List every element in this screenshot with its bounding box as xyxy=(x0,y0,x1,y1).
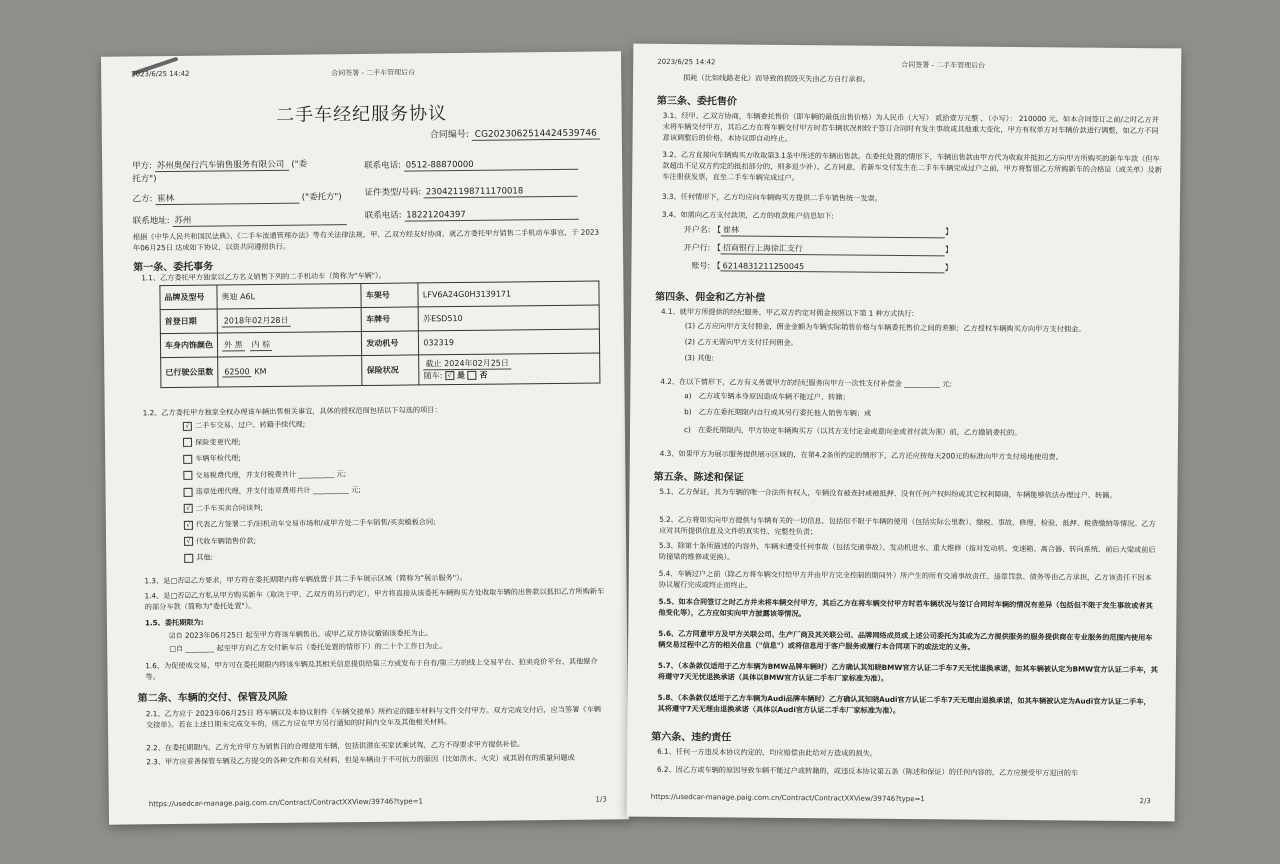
footer-url: https://usedcar-manage.paig.com.cn/Contract/ContractXXView/39746?type=1 xyxy=(650,792,925,804)
table-row xyxy=(161,353,600,388)
party-a-value: 苏州奥保行汽车销售服务有限公司 xyxy=(155,158,289,172)
mileage-number: 62500 xyxy=(222,367,252,377)
party-b-phone-value: 18221204397 xyxy=(404,209,578,222)
section-4-heading: 第四条、佣金和乙方补偿 xyxy=(655,291,766,304)
section-3-heading: 第三条、委托售价 xyxy=(656,95,737,108)
clause-1-6: 1.6、为促使成交易，甲方可在委托期限内将该车辆及其相关信息提供给第三方或发布于自有/第三方的线上交易平台、拍卖竞价平台、其他媒介等。 xyxy=(145,656,598,682)
clause-4-2-c: c) 在委托期限内，甲方协定车辆购买方（以其方支付定金或意向金或首付款为准）前，乙方撤销委托的。 xyxy=(683,425,1022,438)
plate-value: 苏ESD510 xyxy=(419,305,600,331)
address-label: 联系地址: xyxy=(132,216,170,227)
plate-label: 车牌号 xyxy=(362,307,419,332)
clause-6-1: 6.1、任何一方违反本协议约定的，均应赔偿由此给对方造成的损失。 xyxy=(657,746,878,758)
clause-5-8: 5.8、（本条款仅适用于乙方车辆为Audi品牌车辆时）乙方确认其知晓Audi官方认证二手车7天无理由退换承诺，如其车辆被认定为Audi官方认证二手车，其将遵守7天无理由退换承诺（具体以Audi官方认证二手车厂家标准为准）。 xyxy=(657,692,1151,715)
bank-name: 开户行: 【 招商银行上海徐汇支行 】 xyxy=(683,243,953,255)
no-label: 否 xyxy=(479,370,488,380)
clause-4-2-b: b) 乙方在委托期限内自行或其另行委托他人销售车辆；或 xyxy=(684,407,872,418)
id-value: 230421198711170018 xyxy=(424,186,578,199)
clause-4-1-option-3: (3) 其他: xyxy=(684,353,714,363)
engine-value: 032319 xyxy=(419,329,600,355)
clause-1-5a: ☑自 2023年06月25日 起至甲方将该车辆售出、或甲乙双方协议撤销该委托为止。 xyxy=(169,628,433,641)
contract-number-value: CG2023062514424539746 xyxy=(472,129,600,141)
account-name-value: 崔林 xyxy=(721,224,945,238)
option-label: 违章处理代理，并支付违章费用共计 __________ 元; xyxy=(195,485,361,496)
header-title: 合同签署 - 二手车管理后台 xyxy=(901,60,986,70)
no-checkbox xyxy=(467,371,476,380)
contract-number xyxy=(430,126,600,141)
clause-1-4: 1.4、是□否☑乙方私从甲方购买新车（取决于甲、乙双方的另行约定），甲方将直接从该委托车辆购买方处收取车辆的出售款以抵扣乙方所购新车的部分车款（简称为"委托处置"）。 xyxy=(144,586,605,612)
id-label: 证件类型/号码: xyxy=(364,187,422,198)
clause-1-1: 1.1、乙方委托甲方独家以乙方名义销售下列的二手机动车（简称为"车辆"）。 xyxy=(141,270,386,283)
clause-5-3: 5.3、除第十条所描述的内容外，车辆未遭受任何事故（包括交通事故）、发动机进水、重大维修（指对发动机、变速箱、离合器、转向系统、前后大梁或前后防撞梁的维修或更换）。 xyxy=(658,540,1156,562)
option-checkbox: √ xyxy=(184,504,193,513)
address-value: 苏州 xyxy=(172,212,346,227)
vin-label: 车架号 xyxy=(361,283,418,308)
clause-5-4: 5.4、车辆过户之前（除乙方将车辆交付给甲方并由甲方完全控制的期间外）所产生的所有交通事故责任、违章罚款、债务等由乙方承担，乙方该责任不因本协议履行完成或终止而终止。 xyxy=(658,568,1152,590)
insurance-label: 保险状况 xyxy=(362,355,419,386)
clause-4-3: 4.3、如果甲方为展示服务提供展示区域的，在第4.2条所约定的情形下，乙方还应按每天200元的标准向甲方支付场地使用费。 xyxy=(659,448,1063,462)
clause-3-4: 3.4、如需向乙方支付款项，乙方的收款账户信息如下: xyxy=(661,209,834,221)
color-interior: 内 棕 xyxy=(250,338,273,350)
option-checkbox: √ xyxy=(184,537,193,546)
party-a xyxy=(132,158,312,185)
clause-1-3: 1.3、是□否☑乙方要求，甲方将在委托期限内将车辆放置于其二手车展示区域（简称为"展示服务"）。 xyxy=(144,572,467,586)
clause-5-1: 5.1、乙方保证，其为车辆的唯一合法所有权人，车辆没有被查封或被抵押、没有任何产权纠纷或其它权利障碍，车辆能够依法办理过户、转籍。 xyxy=(659,486,1117,500)
account-number: 账号: 【 6214831211250045 】 xyxy=(691,261,953,273)
party-b-id xyxy=(364,184,578,199)
party-a-phone-label: 联系电话: xyxy=(364,160,402,171)
clause-3-1: 3.1、经甲、乙双方协商，车辆委托售价（即车辆的最低出售价格）为人民币（大写） 贰拾壹万元整 ，（小写）： 210000 元。如本合同签订之前/之时乙方并未将车辆交付甲方，其后乙方在将车辆交付甲方时若车辆状况相较于签订合同时有发生事故或其他重大变化，甲方有权单方对车辆价款进行调整，如乙方不同意该调整后的价格，本协议即自动终止。 xyxy=(662,110,1159,144)
clause-1-5b: □自 ________ 起至甲方向乙方交付新车后（委托处置的情形下）的二十个工作日为止。 xyxy=(169,641,447,654)
intro-paragraph: 根据《中华人民共和国民法典》、《二手车流通管理办法》等有关法律法规，甲、乙双方经友好协商，就乙方委托甲方销售二手机动车事宜，于 2023年06月25日 达成如下协议，以资共同遵照执行。 xyxy=(132,227,600,253)
insurance-date: 截止 2024年02月25日 xyxy=(424,357,511,370)
account-name-label: 开户名: xyxy=(683,225,711,235)
insurance-value xyxy=(419,353,600,385)
color-label: 车身内饰颜色 xyxy=(160,333,217,358)
vehicle-table xyxy=(159,281,600,389)
brand-label: 品牌及型号 xyxy=(160,285,217,310)
option-checkbox xyxy=(184,487,193,496)
contract-page-2 xyxy=(627,44,1182,822)
party-b-phone xyxy=(365,207,579,222)
clause-1-2: 1.2、乙方委托甲方独家全权办理该车辆出售相关事宜，具体的授权范围包括以下勾选的项目： xyxy=(142,405,442,418)
option-checkbox: √ xyxy=(184,520,193,529)
brand-value: 奥迪 A6L xyxy=(217,284,362,310)
account-number-value: 6214831211250045 xyxy=(721,261,945,273)
option-checkbox xyxy=(183,438,192,447)
party-b-value: 崔林 xyxy=(155,191,299,206)
yes-checkbox: √ xyxy=(445,371,454,380)
contract-page-1 xyxy=(101,51,629,824)
reg-date: 2018年02月28日 xyxy=(222,314,291,327)
clause-2-2: 2.2、在委托期限内，乙方允许甲方为销售目的合理使用车辆，包括供潜在买家试乘试驾，乙方不得要求甲方提供补偿。 xyxy=(146,739,525,753)
bank-value: 招商银行上海徐汇支行 xyxy=(721,242,945,256)
option-checkbox xyxy=(183,471,192,480)
option-label: 二手车买卖合同谈判; xyxy=(195,502,263,513)
header-time: 2023/6/25 14:42 xyxy=(131,69,190,79)
vin-value: LFV6A24G0H3139171 xyxy=(418,281,599,307)
option-checkbox xyxy=(183,454,192,463)
color-exterior: 外 黑 xyxy=(222,339,245,351)
clause-4-2-a: a) 乙方或车辆本身原因造成车辆不能过户、转籍； xyxy=(684,391,850,402)
continued-text: 损耗（比如线路老化）而导致的损毁灭失由乙方自行承担。 xyxy=(683,73,871,84)
clause-2-3: 2.3、甲方应妥善保管车辆及乙方提交的各种文件和有关材料，但是车辆由于不可抗力的原因（比如洪水、火灾）或其固有的质量问题或 xyxy=(146,752,575,767)
document-title: 二手车经纪服务协议 xyxy=(276,103,448,126)
color-value xyxy=(217,332,362,358)
mileage-label: 已行驶公里数 xyxy=(161,357,218,388)
engine-label: 发动机号 xyxy=(362,331,419,356)
footer-page: 1/3 xyxy=(595,795,607,804)
option-label: 代表乙方签署二手/旧机动车交易市场和/或甲方处二手车销售/买卖模板合同; xyxy=(195,517,436,529)
mileage-value xyxy=(218,356,363,388)
party-b-address xyxy=(133,212,347,227)
footer-url: https://usedcar-manage.paig.com.cn/Contract/ContractXXView/39746?type=1 xyxy=(148,797,423,809)
section-2-heading: 第二条、车辆的交付、保管及风险 xyxy=(137,691,288,705)
clause-4-1: 4.1、就甲方所提供的经纪服务，甲乙双方约定对佣金按照以下第 1 种方式执行: xyxy=(661,306,915,319)
party-a-phone-value: 0512-88870000 xyxy=(404,159,578,172)
option-label: 代收车辆销售价款; xyxy=(196,535,257,546)
clause-4-1-option-1: (1) 乙方应向甲方支付佣金，佣金金额为车辆实际销售价格与车辆委托售价之间的差额；乙方授权车辆购买方向甲方支付佣金。 xyxy=(684,321,1086,334)
option-checkbox: √ xyxy=(183,421,192,430)
clause-5-7: 5.7、（本条款仅适用于乙方车辆为BMW品牌车辆时）乙方确认其知晓BMW官方认证二手车7天无忧退换承诺，如其车辆被认定为BMW官方认证二手车，其将遵守7天无忧退换承诺（具体以BMW官方认证二手车厂家标准为准）。 xyxy=(657,660,1158,683)
option-checkbox xyxy=(184,553,193,562)
party-a-phone xyxy=(364,157,578,172)
with-car-label: 随车: xyxy=(423,371,443,381)
contract-number-label: 合同编号: xyxy=(429,129,469,141)
clause-5-6: 5.6、乙方同意甲方及甲方关联公司、生产厂商及其关联公司、品牌网络成员或上述公司委托为其或为乙方提供服务的服务提供商在专业服务的范围内使用车辆交易过程中乙方的相关信息（"信息"）或将信息用于客户服务或履行本合同项下的或法定的义务。 xyxy=(658,628,1153,652)
option-label: 保险变更代理; xyxy=(194,436,241,447)
footer-page: 2/3 xyxy=(1139,797,1151,806)
option-label: 其他: xyxy=(196,552,214,562)
bank-label: 开户行: xyxy=(683,243,711,253)
authorization-options xyxy=(183,416,605,569)
option-label: 交易税费代理，并支付税费共计 __________ 元; xyxy=(195,468,347,480)
reg-value xyxy=(217,308,362,334)
party-b-role: ("委托方") xyxy=(301,192,342,203)
account-number-label: 账号: xyxy=(691,261,711,271)
reg-label: 首登日期 xyxy=(160,309,217,334)
party-b-label: 乙方: xyxy=(132,194,153,205)
header-title: 合同签署 - 二手车管理后台 xyxy=(331,68,416,78)
section-6-heading: 第六条、违约责任 xyxy=(651,731,732,744)
clause-1-5: 1.5、委托期限为: xyxy=(144,617,204,628)
party-a-label: 甲方: xyxy=(132,161,153,172)
clause-4-2: 4.2、在以下情形下，乙方有义务就甲方的经纪服务向甲方一次性支付补偿金 __________ 元: xyxy=(660,376,953,389)
clause-3-3: 3.3、任何情形下，乙方均应向车辆购买方提供二手车销售统一发票。 xyxy=(662,191,882,203)
option-label: 车辆年检代理; xyxy=(195,453,241,463)
clause-5-5: 5.5、如本合同签订之时乙方并未将车辆交付甲方，其后乙方在将车辆交付甲方时若车辆状况与签订合同时车辆的情况有差异（包括但不限于发生事故或者其他变化等），乙方应如实向甲方披露该等情况。 xyxy=(658,596,1153,619)
party-b-phone-label: 联系电话: xyxy=(364,210,402,221)
mileage-unit: KM xyxy=(254,366,267,376)
header-time: 2023/6/25 14:42 xyxy=(657,57,716,67)
authorization-option xyxy=(184,548,604,569)
option-label: 二手车交易、过户、转籍手续代理; xyxy=(194,419,306,430)
clause-6-2: 6.2、因乙方或车辆的原因导致车辆不能过户或转籍的，或违反本协议第五条（陈述和保证）的任何内容的，乙方应接受甲方退回的车 xyxy=(657,764,1079,778)
party-a-role: ("委托方") xyxy=(132,159,308,185)
section-5-heading: 第五条、陈述和保证 xyxy=(653,471,744,484)
clause-4-1-option-2: (2) 乙方无需向甲方支付任何佣金。 xyxy=(684,337,798,348)
section-1-heading: 第一条、委托事务 xyxy=(133,261,214,274)
clause-3-2: 3.2、乙方直接向车辆购买方收取第3.1条中所述的车辆出售款。在委托处置的情形下，车辆出售款由甲方代为收取并抵扣乙方向甲方所购买的新车车款（但车款超出不足双方约定的抵扣部分的，则多退少补）。乙方同意，若新车交付发生在二手车车辆完成过户之前，甲方将暂留乙方所购新车的合格证（或关单）及新车注册获发票，直至二手车车辆完成过户。 xyxy=(662,149,1162,183)
clause-5-2: 5.2、乙方将如实向甲方提供与车辆有关的一切信息，包括但不限于车辆的使用（包括实际公里数）、缴税、事故、修理、检验、抵押、税费缴纳等情况。乙方应对其所提供信息及文件的真实性、完整性负责； xyxy=(659,514,1156,537)
party-b xyxy=(132,190,341,205)
yes-label: 是 xyxy=(456,370,466,381)
clause-2-1: 2.1、乙方应于 2023年06月25日 将车辆以及本协议附件《车辆交接单》所约定的随车材料与文件交付甲方。双方完成交付后，应当签署《车辆交接单》。若在上述日期未完成交车的，则乙方应在甲方另行通知的时间内交车及其他相关材料。 xyxy=(145,704,601,730)
account-name: 开户名: 【 崔林 】 xyxy=(683,225,954,237)
